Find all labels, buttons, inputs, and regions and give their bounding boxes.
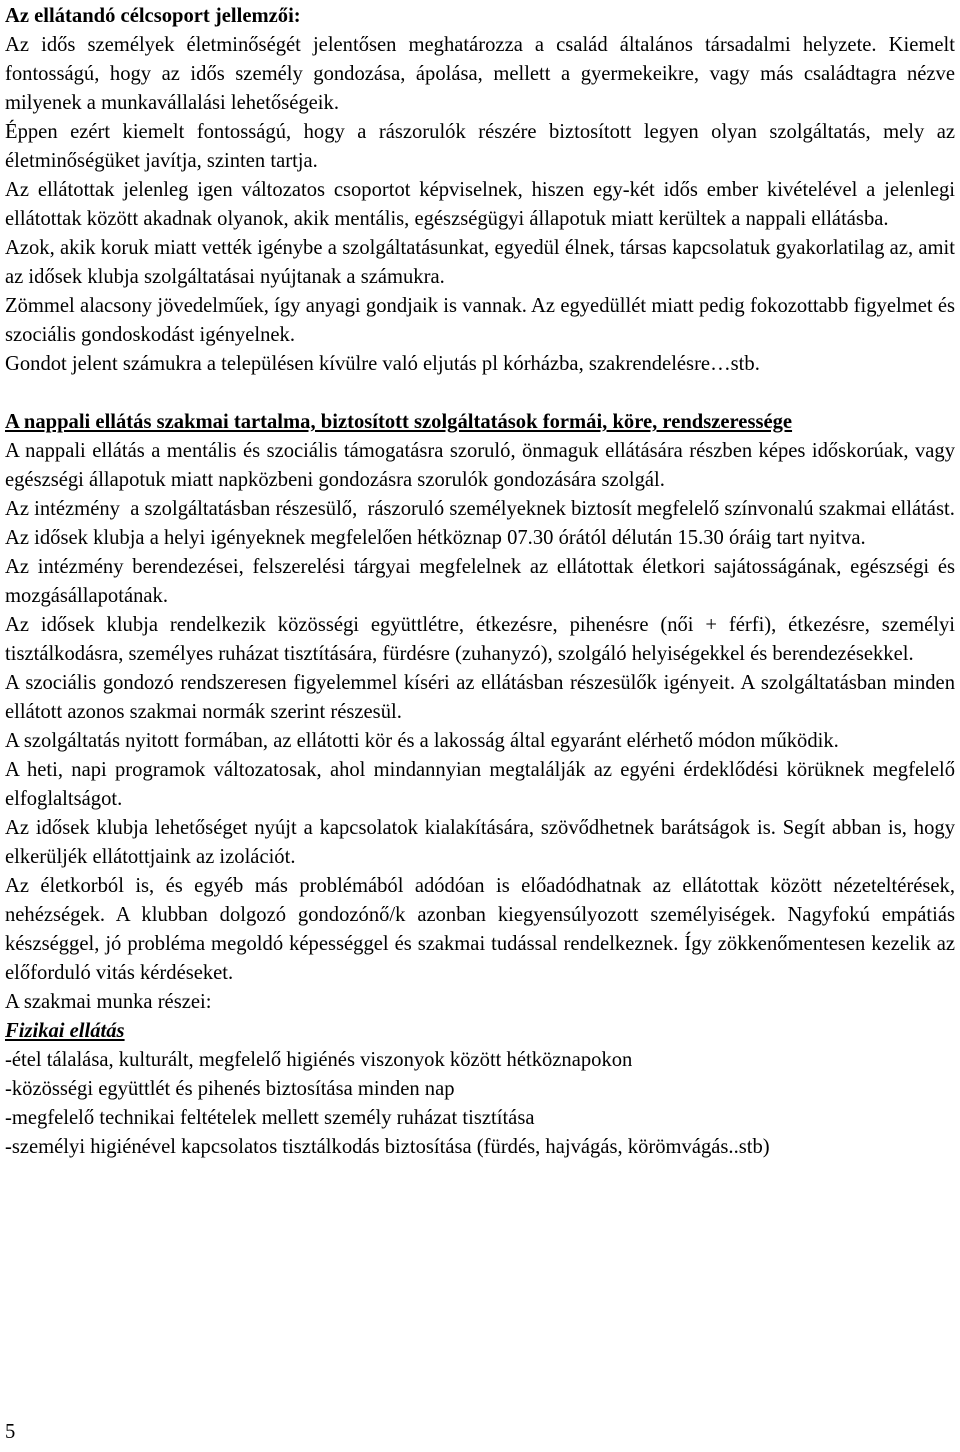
- paragraph: Az intézmény a szolgáltatásban részesülő, rászoruló személyeknek biztosít megfelelő színvonalú szakmai ellátást.: [5, 498, 955, 520]
- list-item: -étel tálalása, kulturált, megfelelő higiénés viszonyok között hétköznapokon: [5, 1049, 633, 1071]
- document-page: [5, 2, 955, 1162]
- paragraph: Gondot jelent számukra a településen kívülre való eljutás pl kórházba, szakrendelésre…stb.: [5, 353, 760, 375]
- paragraph: Zömmel alacsony jövedelműek, így anyagi gondjaik is vannak. Az egyedüllét miatt pedig fokozottabb figyelmet és szociális gondoskodást igényelnek.: [5, 295, 955, 346]
- paragraph: Az intézmény berendezései, felszerelési tárgyai megfelelnek az ellátottak életkori sajátosságának, egészségi és mozgásállapotának.: [5, 556, 955, 607]
- page-number: 5: [5, 1421, 16, 1443]
- paragraph: Az életkorból is, és egyéb más problémából adódóan is előadódhatnak az ellátottak között nézeteltérések, nehézségek. A klubban dolgozó gondozónő/k azonban kiegyensúlyozott személyiségek. Nagyfokú empátiás készséggel, jó probléma megoldó képességgel és szakmai tudással rendelkeznek. Így zökkenőmentesen kezelik az előforduló vitás kérdéseket.: [5, 875, 955, 984]
- paragraph: Az idős személyek életminőségét jelentősen meghatározza a család általános társadalmi helyzete. Kiemelt fontosságú, hogy az idős személy gondozása, ápolása, mellett a gyermekeikre, vagy más családtagra nézve milyenek a munkavállalási lehetőségeik.: [5, 34, 955, 114]
- paragraph: Az idősek klubja lehetőséget nyújt a kapcsolatok kialakítására, szövődhetnek barátságok is. Segít abban is, hogy elkerüljék ellátottjaink az izolációt.: [5, 817, 955, 868]
- services-heading: A nappali ellátás szakmai tartalma, biztosított szolgáltatások formái, köre, rendszeressége: [5, 411, 793, 433]
- paragraph: A heti, napi programok változatosak, ahol mindannyian megtalálják az egyéni érdeklődési körüknek megfelelő elfoglaltságot.: [5, 759, 955, 810]
- list-item: -közösségi együttlét és pihenés biztosítása minden nap: [5, 1078, 455, 1100]
- paragraph: Az ellátottak jelenleg igen változatos csoportot képviselnek, hiszen egy-két idős ember kivételével a jelenlegi ellátottak között akadnak olyanok, akik mentális, egészségügyi állapotuk miatt kerültek a nappali ellátásba.: [5, 179, 955, 230]
- target-group-heading: Az ellátandó célcsoport jellemzői:: [5, 5, 301, 27]
- paragraph: A nappali ellátás a mentális és szociális támogatásra szoruló, önmaguk ellátására részben képes időskorúak, vagy egészségi állapotuk miatt napközbeni gondozásra szorulók gondozására szolgál.: [5, 440, 955, 491]
- section-spacer: [5, 379, 955, 408]
- paragraph: A szakmai munka részei:: [5, 991, 212, 1013]
- paragraph: Azok, akik koruk miatt vették igénybe a szolgáltatásunkat, egyedül élnek, társas kapcsolatuk gyakorlatilag az, amit az idősek klubja szolgáltatásai nyújtanak a számukra.: [5, 237, 955, 288]
- paragraph: Az idősek klubja rendelkezik közösségi együttlétre, étkezésre, pihenésre (női + férfi), étkezésre, személyi tisztálkodásra, személyes ruházat tisztítására, fürdésre (zuhanyzó), szolgáló helyiségekkel és berendezésekkel.: [5, 614, 955, 665]
- physical-care-heading: Fizikai ellátás: [5, 1020, 125, 1042]
- paragraph: A szolgáltatás nyitott formában, az ellátotti kör és a lakosság által egyaránt elérhető módon működik.: [5, 730, 839, 752]
- paragraph: A szociális gondozó rendszeresen figyelemmel kíséri az ellátásban részesülők igényeit. A szolgáltatásban minden ellátott azonos szakmai normák szerint részesül.: [5, 672, 955, 723]
- list-item: -megfelelő technikai feltételek mellett személy ruházat tisztítása: [5, 1107, 535, 1129]
- list-item: -személyi higiénével kapcsolatos tisztálkodás biztosítása (fürdés, hajvágás, körömvágás..stb): [5, 1136, 770, 1158]
- paragraph: Éppen ezért kiemelt fontosságú, hogy a rászorulók részére biztosított legyen olyan szolgáltatás, mely az életminőségüket javítja, szinten tartja.: [5, 121, 955, 172]
- paragraph: Az idősek klubja a helyi igényeknek megfelelően hétköznap 07.30 órától délután 15.30 óráig tart nyitva.: [5, 527, 866, 549]
